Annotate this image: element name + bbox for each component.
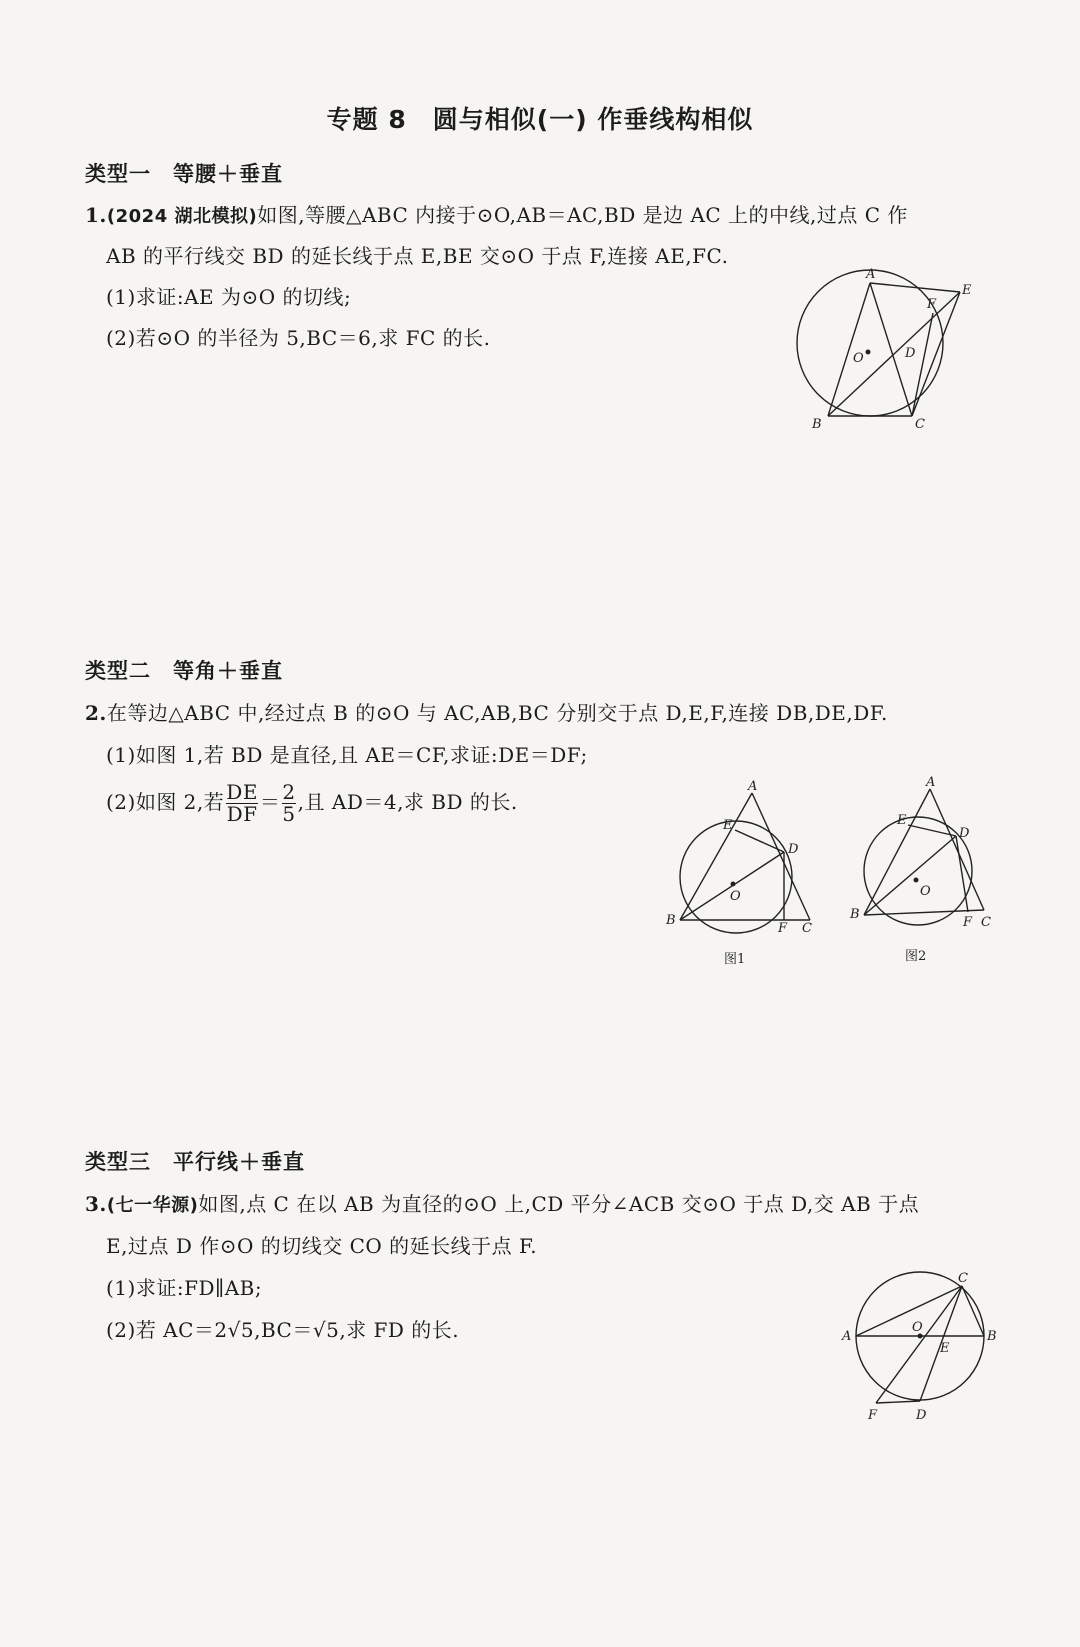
fig3-label-f: F (868, 1408, 878, 1423)
equals-sign: ＝ (259, 790, 281, 814)
problem-3-number: 3. (85, 1192, 107, 1216)
problem-1-question-2: (2)若⊙O 的半径为 5,BC＝6,求 FC 的长. (106, 326, 491, 350)
fig2-1-label-f: F (778, 921, 788, 936)
problem-3-question-2: (2)若 AC＝2√5,BC＝√5,求 FD 的长. (106, 1318, 460, 1342)
fig1-label-b: B (812, 417, 822, 432)
problem-3-question-1: (1)求证:FD∥AB; (106, 1276, 263, 1300)
problem-2-number: 2. (85, 701, 107, 725)
fig2-2-label-o: O (920, 884, 931, 899)
fig2-2-label-a: A (926, 775, 936, 790)
fig3-label-o: O (912, 1320, 923, 1335)
problem-2-q2-prefix: (2)如图 2,若 (106, 790, 225, 814)
fig2-2-label-e: E (897, 813, 907, 828)
problem-3-text-2: E,过点 D 作⊙O 的切线交 CO 的延长线于点 F. (106, 1234, 538, 1258)
fig3-label-b: B (987, 1329, 997, 1344)
fig3-label-c: C (958, 1271, 968, 1286)
fig1-label-d: D (905, 346, 916, 361)
fig2-2-label-f: F (963, 915, 973, 930)
fraction-2-denominator: 5 (282, 802, 296, 826)
fig3-label-a: A (842, 1329, 852, 1344)
problem-1-question-1: (1)求证:AE 为⊙O 的切线; (106, 285, 352, 309)
fig2-1-label-d: D (788, 842, 799, 857)
fig1-label-a: A (866, 267, 876, 282)
problem-1-text-1: 如图,等腰△ABC 内接于⊙O,AB＝AC,BD 是边 AC 上的中线,过点 C 作 (257, 203, 908, 227)
fig2-2-caption: 图2 (905, 949, 927, 964)
problem-3-text-1: 如图,点 C 在以 AB 为直径的⊙O 上,CD 平分∠ACB 交⊙O 于点 D,交 AB 于点 (198, 1192, 920, 1216)
problem-3-source: (七一华源) (106, 1195, 199, 1216)
fig2-1-label-o: O (730, 889, 741, 904)
fig1-label-o: O (853, 351, 864, 366)
section-heading-2: 类型二 等角＋垂直 (85, 659, 283, 683)
problem-1-number: 1. (85, 203, 107, 227)
fig2-1-label-e: E (723, 818, 733, 833)
fig2-2-label-b: B (850, 907, 860, 922)
fig1-label-c: C (915, 417, 925, 432)
fig3-segment-bc (962, 1286, 984, 1336)
fig2-1-caption: 图1 (724, 952, 746, 967)
fig3-label-e: E (940, 1341, 950, 1356)
problem-1-source: (2024 湖北模拟) (106, 206, 258, 227)
fig2-1-label-c: C (802, 921, 812, 936)
section-heading-3: 类型三 平行线＋垂直 (85, 1150, 305, 1174)
fig2-1-label-a: A (748, 779, 758, 794)
section-heading-1: 类型一 等腰＋垂直 (85, 162, 283, 186)
fig1-label-f: F (927, 297, 937, 312)
fig2-2-label-c: C (981, 915, 991, 930)
fraction-1-numerator: DE (226, 780, 258, 804)
problem-1-text-2: AB 的平行线交 BD 的延长线于点 E,BE 交⊙O 于点 F,连接 AE,FC. (106, 244, 729, 268)
fig2-1-label-b: B (666, 913, 676, 928)
problem-2-text-1: 在等边△ABC 中,经过点 B 的⊙O 与 AC,AB,BC 分别交于点 D,E,F,连接 DB,DE,DF. (106, 701, 888, 725)
problem-2-q2-suffix: ,且 AD＝4,求 BD 的长. (297, 790, 518, 814)
problem-2-question-1: (1)如图 1,若 BD 是直径,且 AE＝CF,求证:DE＝DF; (106, 743, 588, 767)
fig2-2-label-d: D (959, 826, 970, 841)
fig1-label-e: E (962, 283, 972, 298)
fraction-1-denominator: DF (226, 802, 258, 826)
fig3-label-d: D (916, 1408, 927, 1423)
page-title: 专题 8 圆与相似(一) 作垂线构相似 (326, 105, 754, 134)
fraction-2-numerator: 2 (282, 780, 296, 804)
fig3-tangent-fd (876, 1401, 920, 1403)
